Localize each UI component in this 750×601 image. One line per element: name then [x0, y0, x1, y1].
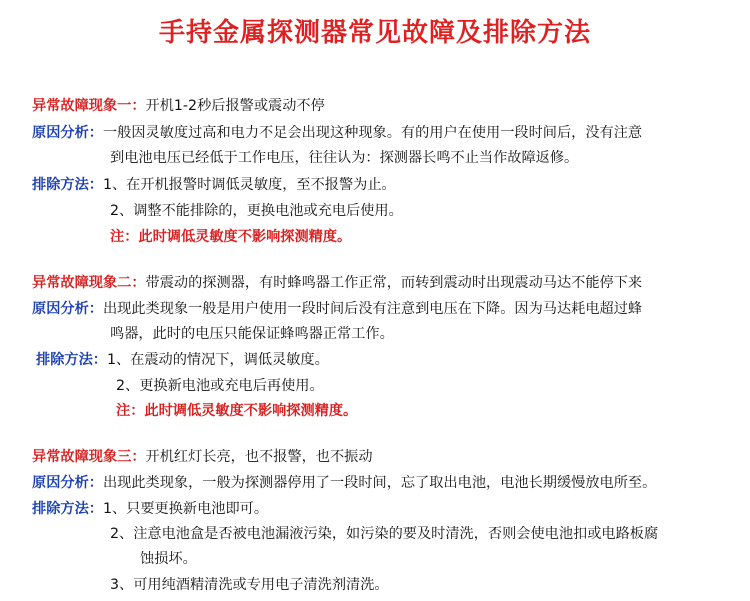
fix-2-step-1: 1、在震动的情况下，调低灵敏度。: [106, 352, 329, 368]
fault-2-row: [32, 273, 642, 293]
cause-2-row: [32, 299, 642, 319]
note-1: 注：此时调低灵敏度不影响探测精度。: [110, 229, 352, 245]
fix-2-row: [36, 350, 329, 370]
fix-2-step-2: 2、更换新电池或充电后再使用。: [116, 378, 324, 394]
fault-1-row: [32, 96, 325, 116]
fix-3-row: [32, 499, 268, 519]
fix-2-label: 排除方法：: [36, 352, 107, 368]
cause-1-line-1: 一般因灵敏度过高和电力不足会出现这种现象。有的用户在使用一段时间后，没有注意: [102, 125, 643, 141]
cause-2-line-1: 出现此类现象一般是用户使用一段时间后没有注意到电压在下降。因为马达耗电超过蜂: [102, 301, 643, 317]
cause-3-label: 原因分析：: [32, 475, 103, 491]
fault-2-text: 带震动的探测器，有时蜂鸣器工作正常，而转到震动时出现震动马达不能停下来: [145, 275, 643, 291]
page-title: 手持金属探测器常见故障及排除方法: [158, 18, 591, 48]
cause-1-line-2: 到电池电压已经低于工作电压，往往认为：探测器长鸣不止当作故障返修。: [110, 150, 579, 166]
fault-3-label: 异常故障现象三：: [32, 449, 146, 465]
fault-3-text: 开机红灯长亮，也不报警，也不振动: [145, 449, 373, 465]
cause-2-line-2: 鸣器，此时的电压只能保证蜂鸣器正常工作。: [110, 326, 394, 342]
fix-1-label: 排除方法：: [32, 177, 103, 193]
fix-3-step-2: 2、注意电池盒是否被电池漏液污染，如污染的要及时清洗，否则会使电池扣或电路板腐: [110, 526, 659, 542]
fix-3-step-2-cont: 蚀损坏。: [140, 551, 197, 567]
fault-2-label: 异常故障现象二：: [32, 275, 146, 291]
fault-1-text: 开机1-2秒后报警或震动不停: [145, 98, 325, 114]
cause-3-line-1: 出现此类现象，一般为探测器停用了一段时间，忘了取出电池，电池长期缓慢放电所至。: [102, 475, 657, 491]
fix-1-step-2: 2、调整不能排除的，更换电池或充电后使用。: [110, 203, 403, 219]
fault-1-label: 异常故障现象一：: [32, 98, 146, 114]
fix-1-step-1: 1、在开机报警时调低灵敏度，至不报警为止。: [102, 177, 396, 193]
fix-3-step-1: 1、只要更换新电池即可。: [102, 501, 269, 517]
fix-3-step-3: 3、可用纯酒精清洗或专用电子清洗剂清洗。: [110, 577, 389, 593]
cause-2-label: 原因分析：: [32, 301, 103, 317]
note-2: 注：此时调低灵敏度不影响探测精度。: [116, 403, 358, 419]
fix-3-label: 排除方法：: [32, 501, 103, 517]
cause-3-row: [32, 473, 656, 493]
fault-3-row: [32, 447, 373, 467]
fix-1-row: [32, 175, 396, 195]
cause-1-row: [32, 123, 642, 143]
cause-1-label: 原因分析：: [32, 125, 103, 141]
